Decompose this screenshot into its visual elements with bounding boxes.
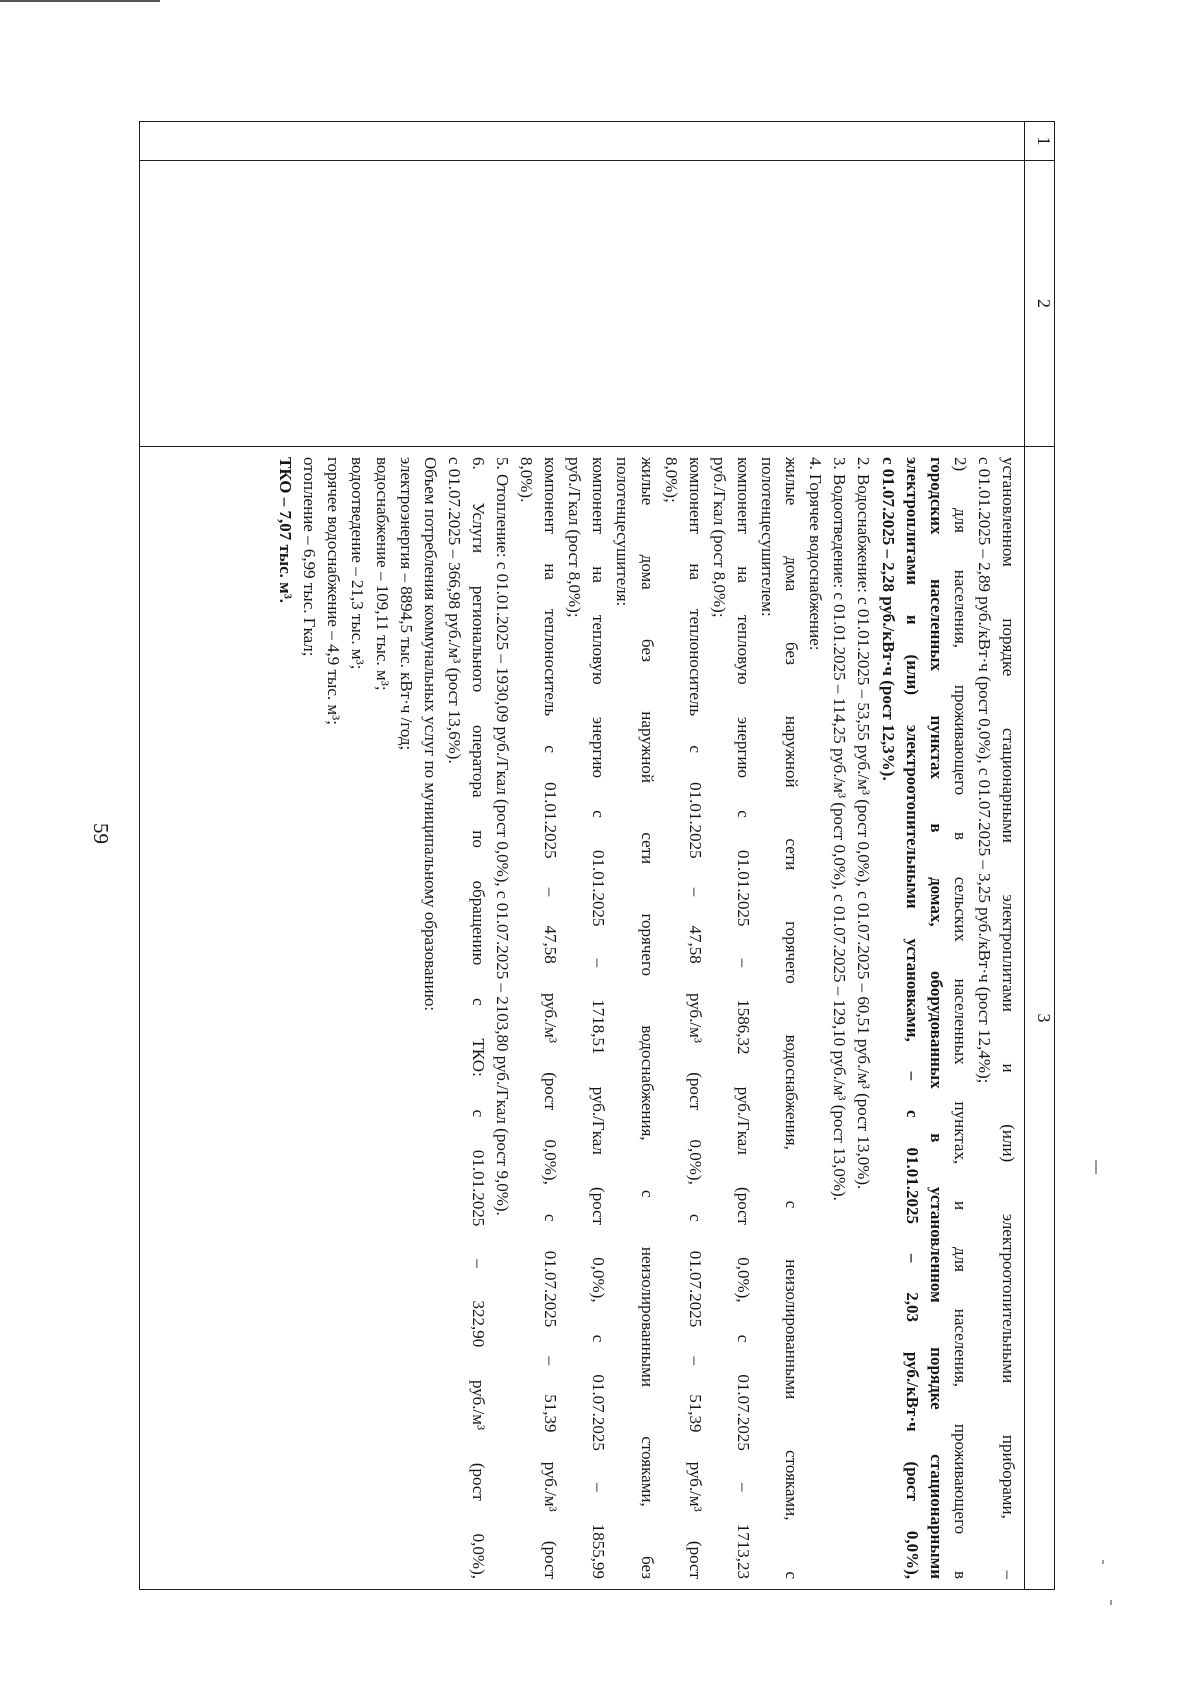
page-number: 59 [89,823,113,844]
text-line: 8,0%). [517,457,537,503]
column-header-2: 2 [1025,161,1055,447]
text-line: городских населенных пунктах в домах, оборудованных в установленном порядке стационарными [926,457,946,1579]
text-line: жилые дома без наружной сети горячего водоснабжения, с неизолированными стояками, без [637,457,657,1579]
table-header-row [1025,122,1055,1590]
text-line: электроплитами и (или) электроотопительными установками, – с 01.01.2025 – 2,03 руб./кВт·ч (рост 0,0%), [902,457,922,1579]
text-line: с 01.07.2025 – 366,98 руб./м³ (рост 13,6%). [444,457,464,764]
rotated-table-page [139,121,1055,1589]
text-line: полотенцесушителя: [613,457,633,607]
text-line: компонент на тепловую энергию с 01.01.2025 – 1586,32 руб./Гкал (рост 0,0%), с 01.07.2025 – 1713,23 [733,457,753,1579]
text-line: жилые дома без наружной сети горячего водоснабжения, с неизолированными стояками, с [782,457,802,1579]
text-line: с 01.01.2025 – 2,89 руб./кВт·ч (рост 0,0%), с 01.07.2025 – 3,25 руб./кВт·ч (рост 12,4%); [974,457,994,1084]
text-line: руб./Гкал (рост 8,0%); [565,457,585,618]
text-line: 4. Горячее водоснабжение: [806,457,826,651]
text-line: 3. Водоотведение: с 01.01.2025 – 114,25 руб./м³ (рост 0,0%), с 01.07.2025 – 129,10 руб./м³ (рост 13,0%). [830,457,850,1201]
cell-col-3 [140,447,1025,1590]
column-header-1: 1 [1025,122,1055,161]
scan-edge-mark [0,0,160,8]
text-line: горячее водоснабжение – 4,9 тыс. м³; [324,457,344,725]
column-header-3: 3 [1025,447,1055,1590]
cell-col-2 [140,161,1025,447]
text-line: Объем потребления коммунальных услуг по муниципальному образованию: [420,457,440,1012]
text-line: ТКО – 7,07 тыс. м³. [276,457,296,604]
text-line: руб./Гкал (рост 8,0%); [709,457,729,618]
tariff-table [139,121,1055,1590]
text-line: полотенцесушителем: [758,457,778,617]
text-line: 8,0%); [661,457,681,503]
text-line: компонент на теплоноситель с 01.01.2025 – 47,58 руб./м³ (рост 0,0%), с 01.07.2025 – 51,39 руб./м³ (рост [541,457,561,1579]
text-line: 2) для населения, проживающего в сельских населенных пунктах, и для населения, проживающего в [950,457,970,1579]
text-line: установленном порядке стационарными электроплитами и (или) электроотопительными приборами, – [999,457,1018,1579]
tariff-text [273,447,1024,1589]
table-body-row [140,122,1025,1590]
text-line: отопление – 6,99 тыс. Гкал; [300,457,320,657]
text-line: водоотведение – 21,3 тыс. м³; [348,457,368,670]
text-line: 5. Отопление: с 01.01.2025 – 1930,09 руб./Гкал (рост 0,0%), с 01.07.2025 – 2103,80 руб./Гкал (рост 9,0%). [493,457,513,1216]
text-line: 2. Водоснабжение: с 01.01.2025 – 53,55 руб./м³ (рост 0,0%), с 01.07.2025 – 60,51 руб./м³ (рост 13,0%). [854,457,874,1190]
text-line: с 01.07.2025 – 2,28 руб./кВт·ч (рост 12,3%). [878,457,898,781]
scan-speck [1102,1560,1104,1564]
cell-col-1 [140,122,1025,161]
text-line: 6. Услуги регионального оператора по обращению с ТКО: с 01.01.2025 – 322,90 руб./м³ (рост 0,0%), [468,457,488,1579]
text-line: компонент на тепловую энергию с 01.01.2025 – 1718,51 руб./Гкал (рост 0,0%), с 01.07.2025 – 1855,99 [589,457,609,1579]
text-line: водоснабжение – 109,11 тыс. м³; [372,457,392,691]
scan-speck [1095,1160,1097,1174]
text-line: компонент на теплоноситель с 01.01.2025 – 47,58 руб./м³ (рост 0,0%), с 01.07.2025 – 51,39 руб./м³ (рост [685,457,705,1579]
text-line: электроэнергия – 8894,5 тыс. кВт·ч /год; [396,457,416,751]
scan-speck [1110,1600,1112,1605]
